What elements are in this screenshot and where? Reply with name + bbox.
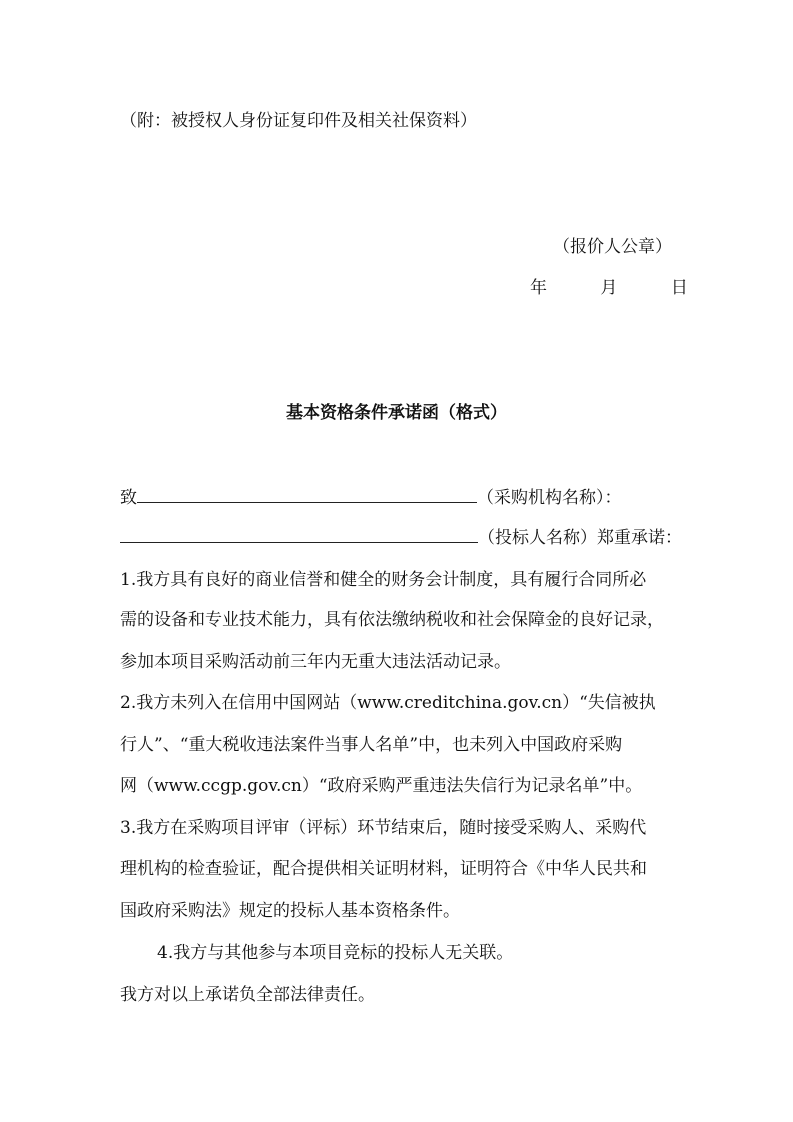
seal-note: （报价人公章）: [553, 237, 672, 257]
date-day: 日: [670, 278, 688, 298]
para2-line1: 2.我方未列入在信用中国网站（www.creditchina.gov.cn）“失信被执: [120, 693, 656, 713]
addressee-line: [120, 483, 622, 508]
to-prefix: 致: [120, 488, 137, 508]
para3-line3: 国政府采购法》规定的投标人基本资格条件。: [120, 901, 460, 921]
para1-line1: 1.我方具有良好的商业信誉和健全的财务会计制度，具有履行合同所必: [120, 570, 647, 590]
para1-line2: 需的设备和专业技术能力，具有依法缴纳税收和社会保障金的良好记录，: [120, 610, 664, 630]
date-line: [530, 273, 688, 298]
para4: 4.我方与其他参与本项目竞标的投标人无关联。: [157, 943, 514, 963]
attachment-note: （附：被授权人身份证复印件及相关社保资料）: [120, 111, 477, 131]
purchasing-agency-blank[interactable]: [137, 484, 477, 503]
para3-line2: 理机构的检查验证，配合提供相关证明材料，证明符合《中华人民共和: [120, 859, 647, 879]
closing-statement: 我方对以上承诺负全部法律责任。: [120, 985, 375, 1005]
para2-line2: 行人”、“重大税收违法案件当事人名单”中，也未列入中国政府采购: [120, 735, 623, 755]
to-suffix: （采购机构名称）：: [477, 488, 622, 508]
bidder-line: [120, 523, 682, 548]
para1-line3: 参加本项目采购活动前三年内无重大违法活动记录。: [120, 652, 511, 672]
para2-line3: 网（www.ccgp.gov.cn）“政府采购严重违法失信行为记录名单”中。: [120, 776, 643, 796]
para3-line1: 3.我方在采购项目评审（评标）环节结束后，随时接受采购人、采购代: [120, 818, 647, 838]
date-month: 月: [600, 278, 618, 298]
letter-title: 基本资格条件承诺函（格式）: [286, 403, 507, 423]
date-year: 年: [530, 278, 547, 298]
bidder-name-blank[interactable]: [120, 524, 478, 543]
bidder-suffix: （投标人名称）郑重承诺：: [478, 528, 682, 548]
